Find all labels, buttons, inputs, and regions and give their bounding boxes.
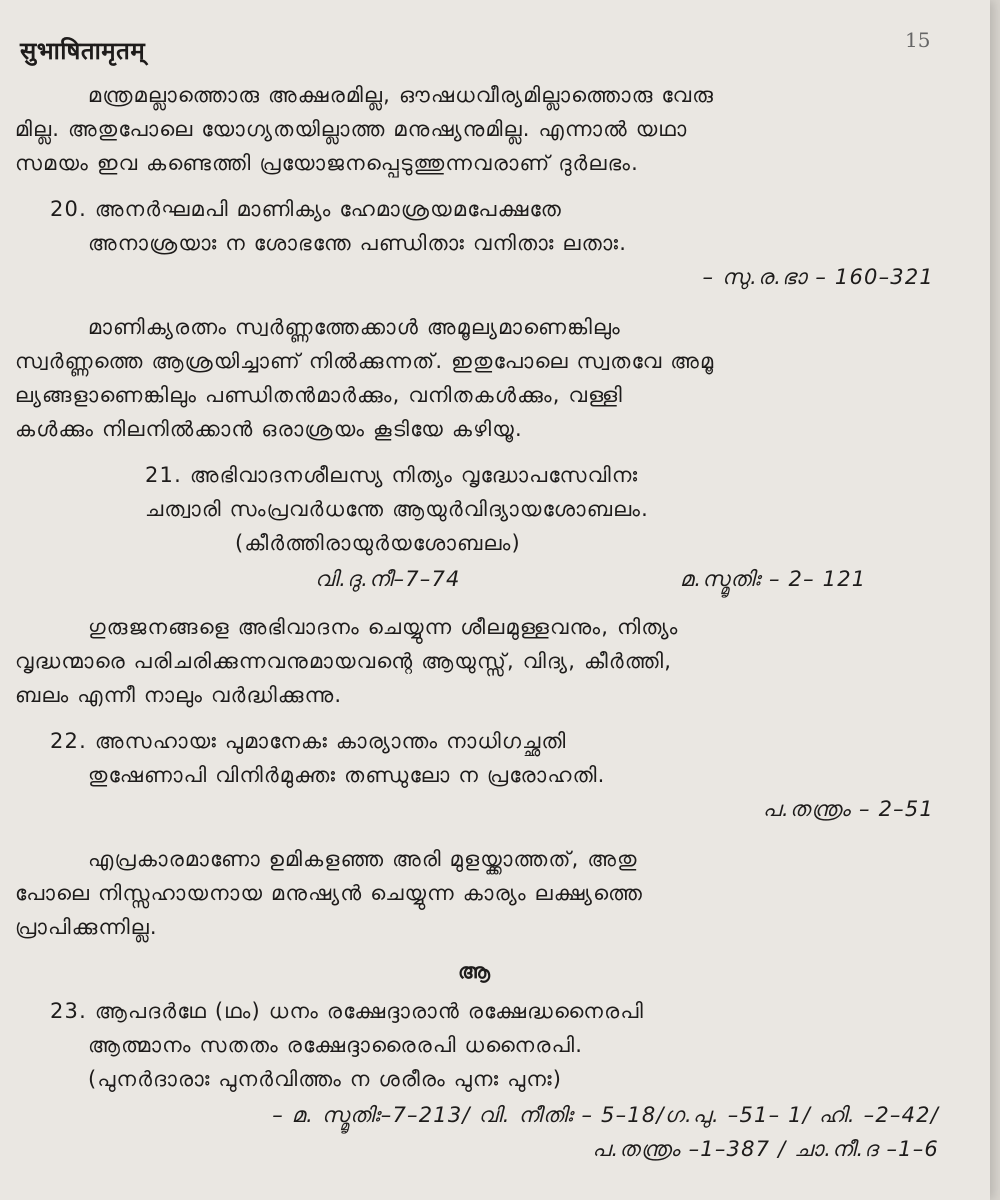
- verse-23-line-3: (പുനർദാരാഃ പുനർവിത്തം ന ശരീരം പുനഃ പുനഃ): [88, 1067, 563, 1091]
- verse-22-meaning-line-2: പോലെ നിസ്സഹായനായ മനുഷ്യൻ ചെയ്യുന്ന കാര്യം ലക്ഷ്യത്തെ: [15, 881, 643, 905]
- intro-line-1: മന്ത്രമല്ലാത്തൊരു അക്ഷരമില്ല, ഔഷധവീര്യമില്ലാത്തൊരു വേരു: [88, 83, 715, 107]
- verse-22-line-1: 22. അസഹായഃ പുമാനേകഃ കാര്യാന്തം നാധിഗച്ഛതി: [50, 729, 567, 753]
- verse-20-meaning-line-2: സ്വർണ്ണത്തെ ആശ്രയിച്ചാണ് നിൽക്കുന്നത്. ഇതുപോലെ സ്വതവേ അമൂ: [15, 349, 715, 373]
- verse-21-reference-right: മ.സ്മൃതിഃ – 2– 121: [680, 567, 867, 591]
- intro-line-2: മില്ല. അതുപോലെ യോഗ്യതയില്ലാത്ത മനുഷ്യനുമില്ല. എന്നാൽ യഥാ: [15, 117, 688, 141]
- verse-20-line-2: അനാശ്രയാഃ ന ശോഭന്തേ പണ്ഡിതാഃ വനിതാഃ ലതാഃ.: [88, 231, 628, 255]
- page-number: 15: [905, 28, 931, 52]
- verse-21-line-3: (കീർത്തിരായുർയശോബലം): [235, 531, 521, 555]
- verse-23-reference-line-2: പ.തന്ത്രം –1–387 / ചാ.നീ.ദ –1–6: [592, 1137, 939, 1161]
- verse-21-reference-left: വി.ദു.നീ–7–74: [315, 567, 461, 591]
- running-header-title: सुभाषितामृतम्: [20, 36, 146, 65]
- verse-21-meaning-line-1: ഗുരുജനങ്ങളെ അഭിവാദനം ചെയ്യുന്ന ശീലമുള്ളവനും, നിത്യം: [88, 615, 679, 639]
- verse-22-meaning-line-1: എപ്രകാരമാണോ ഉമികളഞ്ഞ അരി മുളയ്ക്കാത്തത്, അതു: [88, 847, 638, 871]
- verse-23-line-2: ആത്മാനം സതതം രക്ഷേദ്ദാരൈരപി ധനൈരപി.: [88, 1033, 584, 1057]
- verse-22-line-2: തുഷേണാപി വിനിർമുക്തഃ തണ്ഡുലോ ന പ്രരോഹതി.: [88, 763, 606, 787]
- intro-line-3: സമയം ഇവ കണ്ടെത്തി പ്രയോജനപ്പെടുത്തുന്നവരാണ് ദുർലഭം.: [15, 151, 639, 175]
- verse-21-line-1: 21. അഭിവാദനശീലസ്യ നിത്യം വൃദ്ധോപസേവിനഃ: [145, 463, 639, 487]
- section-letter: ആ: [458, 959, 492, 983]
- verse-20-meaning-line-4: കൾക്കും നിലനിൽക്കാൻ ഒരാശ്രയം കൂടിയേ കഴിയൂ.: [15, 417, 523, 441]
- verse-23-reference-line-1: – മ. സ്മൃതിഃ–7–213/ വി. നീതിഃ – 5–18/ഗ.പു. –51– 1/ ഹി. –2–42/: [272, 1103, 939, 1127]
- verse-22-meaning-line-3: പ്രാപിക്കുന്നില്ല.: [15, 915, 158, 939]
- verse-22-reference: പ.തന്ത്രം – 2–51: [762, 797, 934, 821]
- verse-20-reference: – സു.ര.ഭാ – 160–321: [702, 265, 934, 289]
- verse-21-line-2: ചത്വാരി സംപ്രവർധന്തേ ആയുർവിദ്യായശോബലം.: [145, 497, 650, 521]
- verse-20-meaning-line-1: മാണിക്യരത്നം സ്വർണ്ണത്തേക്കാൾ അമൂല്യമാണെങ്കിലും: [88, 315, 621, 339]
- verse-21-meaning-line-3: ബലം എന്നീ നാലും വർദ്ധിക്കുന്നു.: [15, 683, 343, 707]
- verse-23-line-1: 23. ആപദർഥേ (ഥം) ധനം രക്ഷേദ്ദാരാൻ രക്ഷേദ്ധനൈരപി: [50, 999, 645, 1023]
- verse-21-meaning-line-2: വൃദ്ധന്മാരെ പരിചരിക്കുന്നവനുമായവന്റെ ആയുസ്സ്, വിദ്യ, കീർത്തി,: [15, 649, 673, 673]
- verse-20-line-1: 20. അനർഘമപി മാണിക്യം ഹേമാശ്രയമപേക്ഷതേ: [50, 197, 562, 221]
- verse-20-meaning-line-3: ല്യങ്ങളാണെങ്കിലും പണ്ഡിതൻമാർക്കും, വനിതകൾക്കും, വള്ളി: [15, 383, 623, 407]
